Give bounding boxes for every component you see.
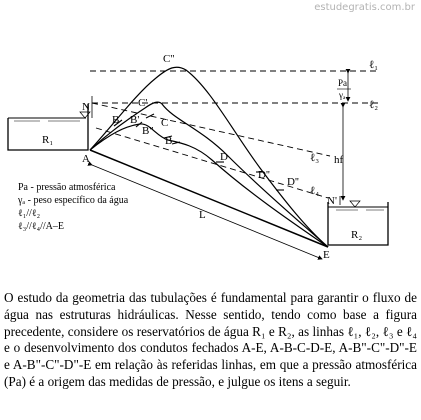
label-n-prime: N' [327, 195, 337, 207]
legend [17, 182, 129, 232]
label-d-dprime-2: D'' [287, 176, 299, 188]
label-b-prime: B' [130, 114, 140, 126]
reservoir-r2 [328, 201, 388, 245]
label-r1: R₁ [42, 134, 54, 146]
label-hf: hf [334, 154, 344, 166]
label-gamma-a: γₐ [339, 90, 346, 100]
hf-dimension [334, 107, 344, 200]
label-n: N [82, 101, 90, 113]
line-l3 [92, 103, 330, 156]
legend-item: ℓ₃//ℓ₄//A–E [18, 221, 64, 232]
label-l: L [199, 209, 206, 221]
label-b-dprime: B'' [142, 125, 154, 137]
legend-item: ℓ₁//ℓ₂ [18, 208, 41, 219]
label-c: C [161, 117, 169, 129]
pa-dimension [337, 73, 351, 101]
label-b: B [112, 114, 120, 126]
label-b-bottom: B [165, 135, 173, 147]
label-r2: R₂ [351, 229, 363, 241]
label-c-dprime: C'' [163, 53, 175, 65]
label-l4: ℓ₄ [310, 185, 320, 197]
label-e: E [323, 249, 330, 261]
legend-item: Pa - pressão atmosférica [18, 182, 116, 193]
question-text: O estudo da geometria das tubulações é fundamental para garantir o fluxo de água nas estruturas hidráulicas. Nesse sentido, tendo como base a figura precedente, considere os reservatórios de água R₁ e R₂, as linhas ℓ₁, ℓ₂, ℓ₃ e ℓ₄ e o desenvolvimento dos condutos fechados A-E, A-B-C-D-E, A-B"-C"-D"-E e A-B"-C"-D"-E em relação às referidas linhas, em que a pressão atmosférica (Pa) é a origem das medidas de pressão, e julgue os itens a seguir. [4, 290, 417, 389]
label-l1: ℓ₁ [369, 59, 379, 71]
label-l3: ℓ₃ [310, 152, 320, 164]
label-pa: Pa [338, 78, 347, 88]
label-a: A [82, 153, 90, 165]
watermark: estudegratis.com.br [314, 2, 415, 13]
legend-item: γₐ - peso específico da água [18, 195, 129, 206]
conduit-a-b-prime-c-prime [90, 102, 328, 247]
reservoir-r1 [8, 104, 90, 150]
label-d-dprime: D'' [258, 169, 270, 181]
label-l2: ℓ₂ [369, 99, 379, 111]
label-d: D [220, 151, 228, 163]
label-c-prime: C' [138, 97, 148, 109]
